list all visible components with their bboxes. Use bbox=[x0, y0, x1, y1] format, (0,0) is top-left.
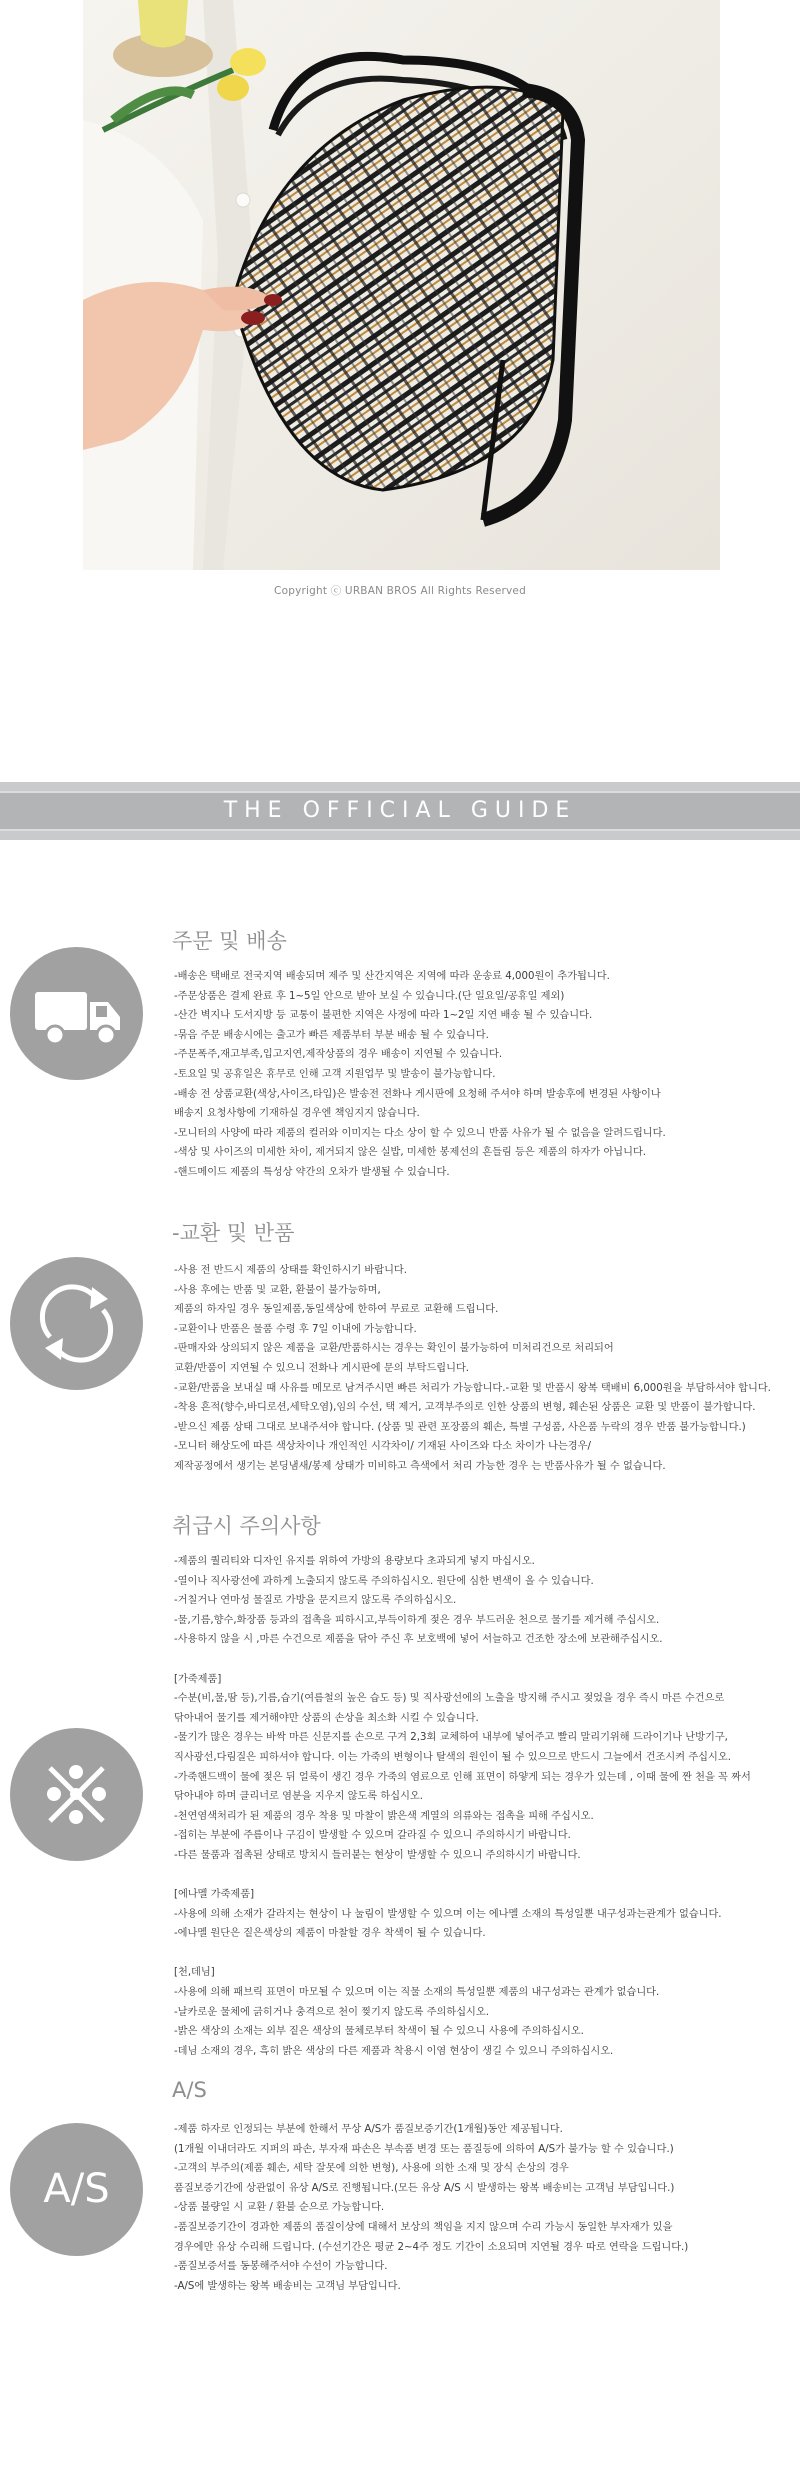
guide-line: -교환/반품을 보내실 때 사유를 메모로 남겨주시면 빠른 처리가 가능합니다.-교환 및 반품시 왕복 택배비 6,000원을 부담하셔야 합니다. bbox=[174, 1382, 771, 1394]
guide-line: -핸드메이드 제품의 특성상 약간의 오차가 발생될 수 있습니다. bbox=[174, 1166, 450, 1178]
guide-line bbox=[174, 1866, 794, 1886]
guide-line: -접히는 부분에 주름이나 구김이 발생할 수 있으며 갈라질 수 있으니 주의하시기 바랍니다. bbox=[174, 1830, 571, 1842]
guide-line bbox=[174, 1650, 794, 1670]
guide-line: -가죽핸드백이 물에 젖은 뒤 얼룩이 생긴 경우 가죽의 염료으로 인해 표면이 하얗게 되는 경우가 있는데 , 이때 물에 짠 천을 꼭 짜서 bbox=[174, 1771, 751, 1783]
guide-line: 품질보증기간에 상관없이 유상 A/S로 진행됩니다.(모든 유상 A/S 시 발생하는 왕복 배송비는 고객님 부담입니다.) bbox=[174, 2182, 675, 2194]
guide-banner-title: THE OFFICIAL GUIDE bbox=[223, 798, 577, 823]
exchange-arrows-icon bbox=[10, 1257, 143, 1390]
guide-banner bbox=[0, 782, 800, 840]
guide-line: -배송 전 상품교환(색상,사이즈,타입)은 발송전 전화나 게시판에 요청해 주셔야 하며 발송후에 변경된 사항이나 bbox=[174, 1088, 661, 1100]
guide-line: -품질보증서를 동봉해주셔야 수선이 가능합니다. bbox=[174, 2261, 388, 2273]
guide-line: -사용에 의해 소재가 갈라지는 현상이 나 눌림이 발생할 수 있으며 이는 에나멜 소재의 특성일뿐 내구성과는관계가 없습니다. bbox=[174, 1908, 722, 1920]
guide-line: -산간 벽지나 도서지방 등 교통이 불편한 지역은 사정에 따라 1~2일 지연 배송 될 수 있습니다. bbox=[174, 1010, 593, 1022]
guide-line: -제품의 퀄리티와 디자인 유지를 위하여 가방의 용량보다 초과되게 넣지 마십시오. bbox=[174, 1556, 535, 1567]
as-icon-label: A/S bbox=[43, 2166, 110, 2212]
guide-line: -배송은 택배로 전국지역 배송되며 제주 및 산간지역은 지역에 따라 운송료 4,000원이 추가됩니다. bbox=[174, 971, 610, 982]
guide-line: -교환이나 반품은 물품 수령 후 7일 이내에 가능합니다. bbox=[174, 1323, 417, 1335]
guide-line bbox=[174, 1944, 794, 1964]
guide-line: [에나멜 가죽제품] bbox=[174, 1889, 255, 1901]
guide-line: -데님 소재의 경우, 흑히 밝은 색상의 다른 제품과 착용시 이염 현상이 생길 수 있으니 주의하십시오. bbox=[174, 2045, 614, 2057]
guide-line: -에나멜 원단은 짙은색상의 제품이 마찰할 경우 착색이 될 수 있습니다. bbox=[174, 1928, 486, 1940]
guide-line: -사용에 의해 패브릭 표면이 마모될 수 있으며 이는 직물 소재의 특성일뿐 제품의 내구성과는 관계가 없습니다. bbox=[174, 1987, 660, 1999]
product-photo bbox=[83, 0, 720, 570]
guide-line: -주문폭주,재고부족,입고지연,제작상품의 경우 배송이 지연될 수 있습니다. bbox=[174, 1049, 503, 1061]
guide-line: -A/S에 발생하는 왕복 배송비는 고객님 부담입니다. bbox=[174, 2280, 401, 2292]
guide-line: -물기가 많은 경우는 바싹 마른 신문지를 손으로 구겨 2,3회 교체하여 내부에 넣어주고 빨리 말리기위해 드라이기나 난방기구, bbox=[174, 1732, 728, 1744]
guide-line: 제작공정에서 생기는 본딩냄새/봉제 상태가 미비하고 측색에서 처리 가능한 경우 는 반품사유가 될 수 없습니다. bbox=[174, 1460, 666, 1472]
guide-line: -날카로운 물체에 긁히거나 충격으로 천이 찢기지 않도록 주의하십시오. bbox=[174, 2006, 489, 2018]
guide-line: -색상 및 사이즈의 미세한 차이, 제거되지 않은 실밥, 미세한 봉제선의 흔들림 등은 제품의 하자가 아닙니다. bbox=[174, 1147, 647, 1159]
guide-line: -사용 후에는 반품 및 교환, 환불이 불가능하며, bbox=[174, 1284, 381, 1296]
guide-line: -천연염색처리가 된 제품의 경우 착용 및 마찰이 밝은색 계열의 의류와는 접촉을 피해 주십시오. bbox=[174, 1810, 594, 1822]
section-body bbox=[174, 967, 794, 1183]
guide-line: -주문상품은 결제 완료 후 1~5일 안으로 받아 보실 수 있습니다.(단 일요일/공휴일 제외) bbox=[174, 990, 565, 1002]
guide-line: (1개월 이내더라도 지퍼의 파손, 부자재 파손은 부속품 변경 또는 품질등에 의하여 A/S가 불가능 할 수 있습니다.) bbox=[174, 2143, 674, 2155]
guide-line: -상품 불량일 시 교환 / 환불 순으로 가능합니다. bbox=[174, 2202, 385, 2214]
guide-line: 제품의 하자일 경우 동일제품,동일색상에 한하여 무료로 교환해 드립니다. bbox=[174, 1304, 499, 1316]
delivery-truck-icon bbox=[10, 947, 143, 1080]
guide-line: -품질보증기간이 경과한 제품의 품질이상에 대해서 보상의 책임을 지지 않으며 수리 가능시 동일한 부자재가 있을 bbox=[174, 2221, 673, 2233]
section-body bbox=[174, 1552, 794, 2061]
guide-line: -밝은 색상의 소재는 외부 짙은 색상의 물체로부터 착색이 될 수 있으니 사용에 주의하십시오. bbox=[174, 2026, 584, 2038]
guide-line: [천,데님] bbox=[174, 1967, 215, 1979]
guide-line: -판매자와 상의되지 않은 제품을 교환/반품하시는 경우는 확인이 불가능하여 미처리건으로 처리되어 bbox=[174, 1343, 614, 1355]
guide-line: -받으신 제품 상태 그대로 보내주셔야 합니다. (상품 및 관련 포장품의 훼손, 특별 구성품, 사은품 누락의 경우 반품 불가능합니다.) bbox=[174, 1421, 746, 1433]
guide-line: -토요일 및 공휴일은 휴무로 인해 고객 지원업무 및 발송이 불가능합니다. bbox=[174, 1068, 496, 1080]
guide-line: -사용하지 않을 시 ,마른 수건으로 제품을 닦아 주신 후 보호백에 넣어 서늘하고 건조한 장소에 보관해주십시오. bbox=[174, 1634, 663, 1646]
guide-line: -물,기름,향수,화장품 등과의 접촉을 피하시고,부득이하게 젖은 경우 부드러운 천으로 물기를 제거해 주십시오. bbox=[174, 1614, 660, 1626]
guide-line: -거칠거나 연마성 물질로 가방을 문지르지 않도록 주의하십시오. bbox=[174, 1595, 457, 1607]
guide-line: 닦아내어 물기를 제거해야만 상품의 손상을 최소화 시킬 수 있습니다. bbox=[174, 1712, 479, 1724]
section-title: 취급시 주의사항 bbox=[172, 1514, 321, 1538]
as-text-icon bbox=[10, 2123, 143, 2256]
guide-line: -제품 하자로 인정되는 부분에 한해서 무상 A/S가 품질보증기간(1개월)동안 제공됩니다. bbox=[174, 2124, 563, 2135]
guide-line: 직사광선,다림질은 피하셔야 합니다. 이는 가죽의 변형이나 탈색의 원인이 될 수 있으므로 반드시 그늘에서 건조시켜 주십시오. bbox=[174, 1751, 731, 1763]
guide-line: -다른 물품과 접촉된 상태로 방치시 들러붙는 현상이 발생할 수 있으니 주의하시기 바랍니다. bbox=[174, 1849, 581, 1861]
guide-line: [가죽제품] bbox=[174, 1673, 222, 1685]
guide-line: 배송지 요청사항에 기재하실 경우엔 책임지지 않습니다. bbox=[174, 1108, 420, 1120]
guide-line: -고객의 부주의(제품 훼손, 세탁 잘못에 의한 변형), 사용에 의한 소재 및 장식 손상의 경우 bbox=[174, 2163, 569, 2175]
guide-line: -사용 전 반드시 제품의 상태를 확인하시기 바랍니다. bbox=[174, 1265, 408, 1276]
section-title: A/S bbox=[172, 2078, 207, 2102]
guide-line: -수분(비,물,땀 등),기름,습기(여름철의 높은 습도 등) 및 직사광선에의 노출을 방지해 주시고 젖었을 경우 즉시 마른 수건으로 bbox=[174, 1693, 725, 1705]
guide-banner-bar bbox=[0, 791, 800, 831]
no-wash-icon bbox=[10, 1728, 143, 1861]
copyright-text: Copyright ⓒ URBAN BROS All Rights Reserved bbox=[274, 585, 526, 597]
guide-line: -모니터 해상도에 따른 색상차이나 개인적인 시각차이/ 기재된 사이즈와 다소 차이가 나는경우/ bbox=[174, 1441, 591, 1453]
guide-line: -묶음 주문 배송시에는 출고가 빠른 제품부터 부분 배송 될 수 있습니다. bbox=[174, 1029, 489, 1041]
guide-line: -열이나 직사광선에 과하게 노출되지 않도록 주의하십시오. 원단에 심한 변색이 올 수 있습니다. bbox=[174, 1575, 594, 1587]
guide-line: -모니터의 사양에 따라 제품의 컬러와 이미지는 다소 상이 할 수 있으니 반품 사유가 될 수 없음을 알려드립니다. bbox=[174, 1127, 666, 1139]
section-body bbox=[174, 1261, 794, 1477]
guide-line: 경우에만 유상 수리해 드립니다. (수선기간은 평균 2~4주 정도 기간이 소요되며 지연될 경우 따로 연락을 드립니다.) bbox=[174, 2241, 689, 2253]
section-title: -교환 및 반품 bbox=[172, 1221, 295, 1245]
guide-line: -착용 흔적(향수,바디로션,세탁오염),임의 수선, 택 제거, 고객부주의로 인한 상품의 변형, 훼손된 상품은 교환 및 반품이 불가합니다. bbox=[174, 1402, 756, 1414]
section-body bbox=[174, 2120, 794, 2296]
section-title: 주문 및 배송 bbox=[172, 929, 287, 953]
guide-line: 닦아내야 하며 클리너로 염분을 지우지 않도록 하십시오. bbox=[174, 1791, 424, 1803]
guide-line: 교환/반품이 지연될 수 있으니 전화나 게시판에 문의 부탁드립니다. bbox=[174, 1362, 470, 1374]
